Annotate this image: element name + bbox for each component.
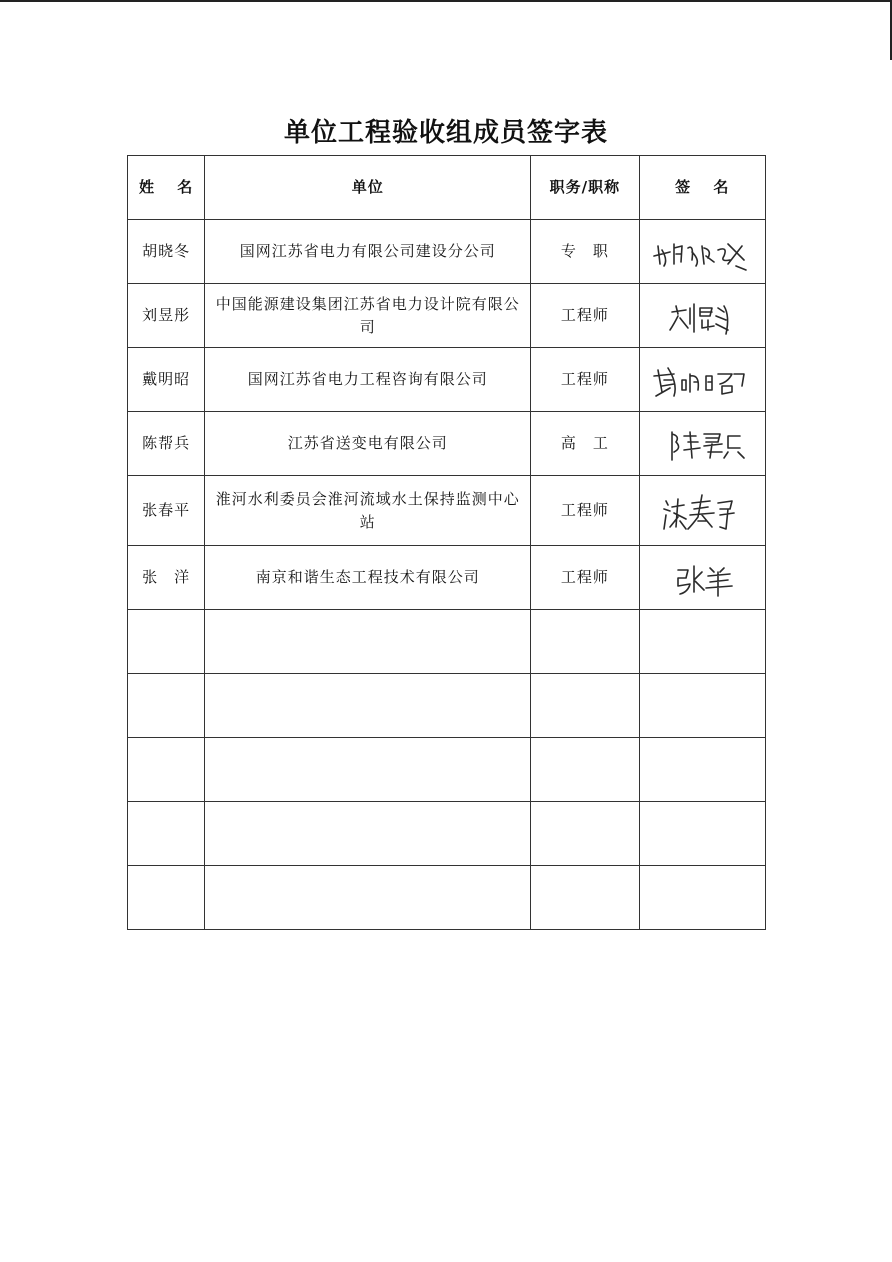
cell-position <box>531 866 639 930</box>
cell-unit <box>205 610 531 674</box>
member-signature-table <box>127 155 766 930</box>
page-top-border <box>0 0 892 2</box>
cell-position <box>531 802 639 866</box>
cell-name <box>128 674 205 738</box>
cell-signature <box>639 738 765 802</box>
cell-signature <box>639 220 765 284</box>
cell-signature <box>639 412 765 476</box>
table-row <box>128 610 766 674</box>
cell-position <box>531 674 639 738</box>
cell-signature <box>639 546 765 610</box>
cell-name: 刘昱彤 <box>128 284 205 348</box>
handwritten-signature <box>648 487 756 535</box>
cell-name: 陈帮兵 <box>128 412 205 476</box>
table-row <box>128 476 766 546</box>
cell-name: 张 洋 <box>128 546 205 610</box>
header-position: 职务/职称 <box>531 156 639 220</box>
cell-signature <box>639 866 765 930</box>
cell-unit: 国网江苏省电力工程咨询有限公司 <box>205 348 531 412</box>
header-unit: 单位 <box>205 156 531 220</box>
cell-position <box>531 610 639 674</box>
table-row <box>128 866 766 930</box>
cell-unit <box>205 866 531 930</box>
cell-position: 工程师 <box>531 476 639 546</box>
handwritten-signature <box>648 556 756 600</box>
cell-unit <box>205 738 531 802</box>
table-header-row <box>128 156 766 220</box>
cell-signature <box>639 348 765 412</box>
cell-signature <box>639 610 765 674</box>
table-row <box>128 412 766 476</box>
cell-position: 专 职 <box>531 220 639 284</box>
handwritten-signature <box>648 358 756 402</box>
table-row <box>128 738 766 802</box>
cell-position <box>531 738 639 802</box>
table-row <box>128 220 766 284</box>
cell-name: 戴明昭 <box>128 348 205 412</box>
cell-name <box>128 866 205 930</box>
page-title: 单位工程验收组成员签字表 <box>283 118 608 148</box>
cell-unit: 中国能源建设集团江苏省电力设计院有限公司 <box>205 284 531 348</box>
table-row <box>128 348 766 412</box>
cell-name <box>128 738 205 802</box>
cell-signature <box>639 802 765 866</box>
cell-unit: 江苏省送变电有限公司 <box>205 412 531 476</box>
handwritten-signature <box>648 294 756 338</box>
cell-unit <box>205 674 531 738</box>
cell-position: 工程师 <box>531 284 639 348</box>
cell-unit: 国网江苏省电力有限公司建设分公司 <box>205 220 531 284</box>
cell-position: 工程师 <box>531 546 639 610</box>
table-row <box>128 802 766 866</box>
header-name: 姓 名 <box>128 156 205 220</box>
cell-unit: 淮河水利委员会淮河流域水土保持监测中心站 <box>205 476 531 546</box>
header-signature: 签 名 <box>639 156 765 220</box>
cell-signature <box>639 674 765 738</box>
table-row <box>128 674 766 738</box>
table-row <box>128 546 766 610</box>
handwritten-signature <box>648 230 756 274</box>
handwritten-signature <box>648 422 756 466</box>
cell-name: 张春平 <box>128 476 205 546</box>
cell-name <box>128 802 205 866</box>
table-row <box>128 284 766 348</box>
cell-signature <box>639 284 765 348</box>
cell-unit: 南京和谐生态工程技术有限公司 <box>205 546 531 610</box>
cell-position: 工程师 <box>531 348 639 412</box>
cell-unit <box>205 802 531 866</box>
cell-name: 胡晓冬 <box>128 220 205 284</box>
cell-signature <box>639 476 765 546</box>
cell-name <box>128 610 205 674</box>
cell-position: 高 工 <box>531 412 639 476</box>
